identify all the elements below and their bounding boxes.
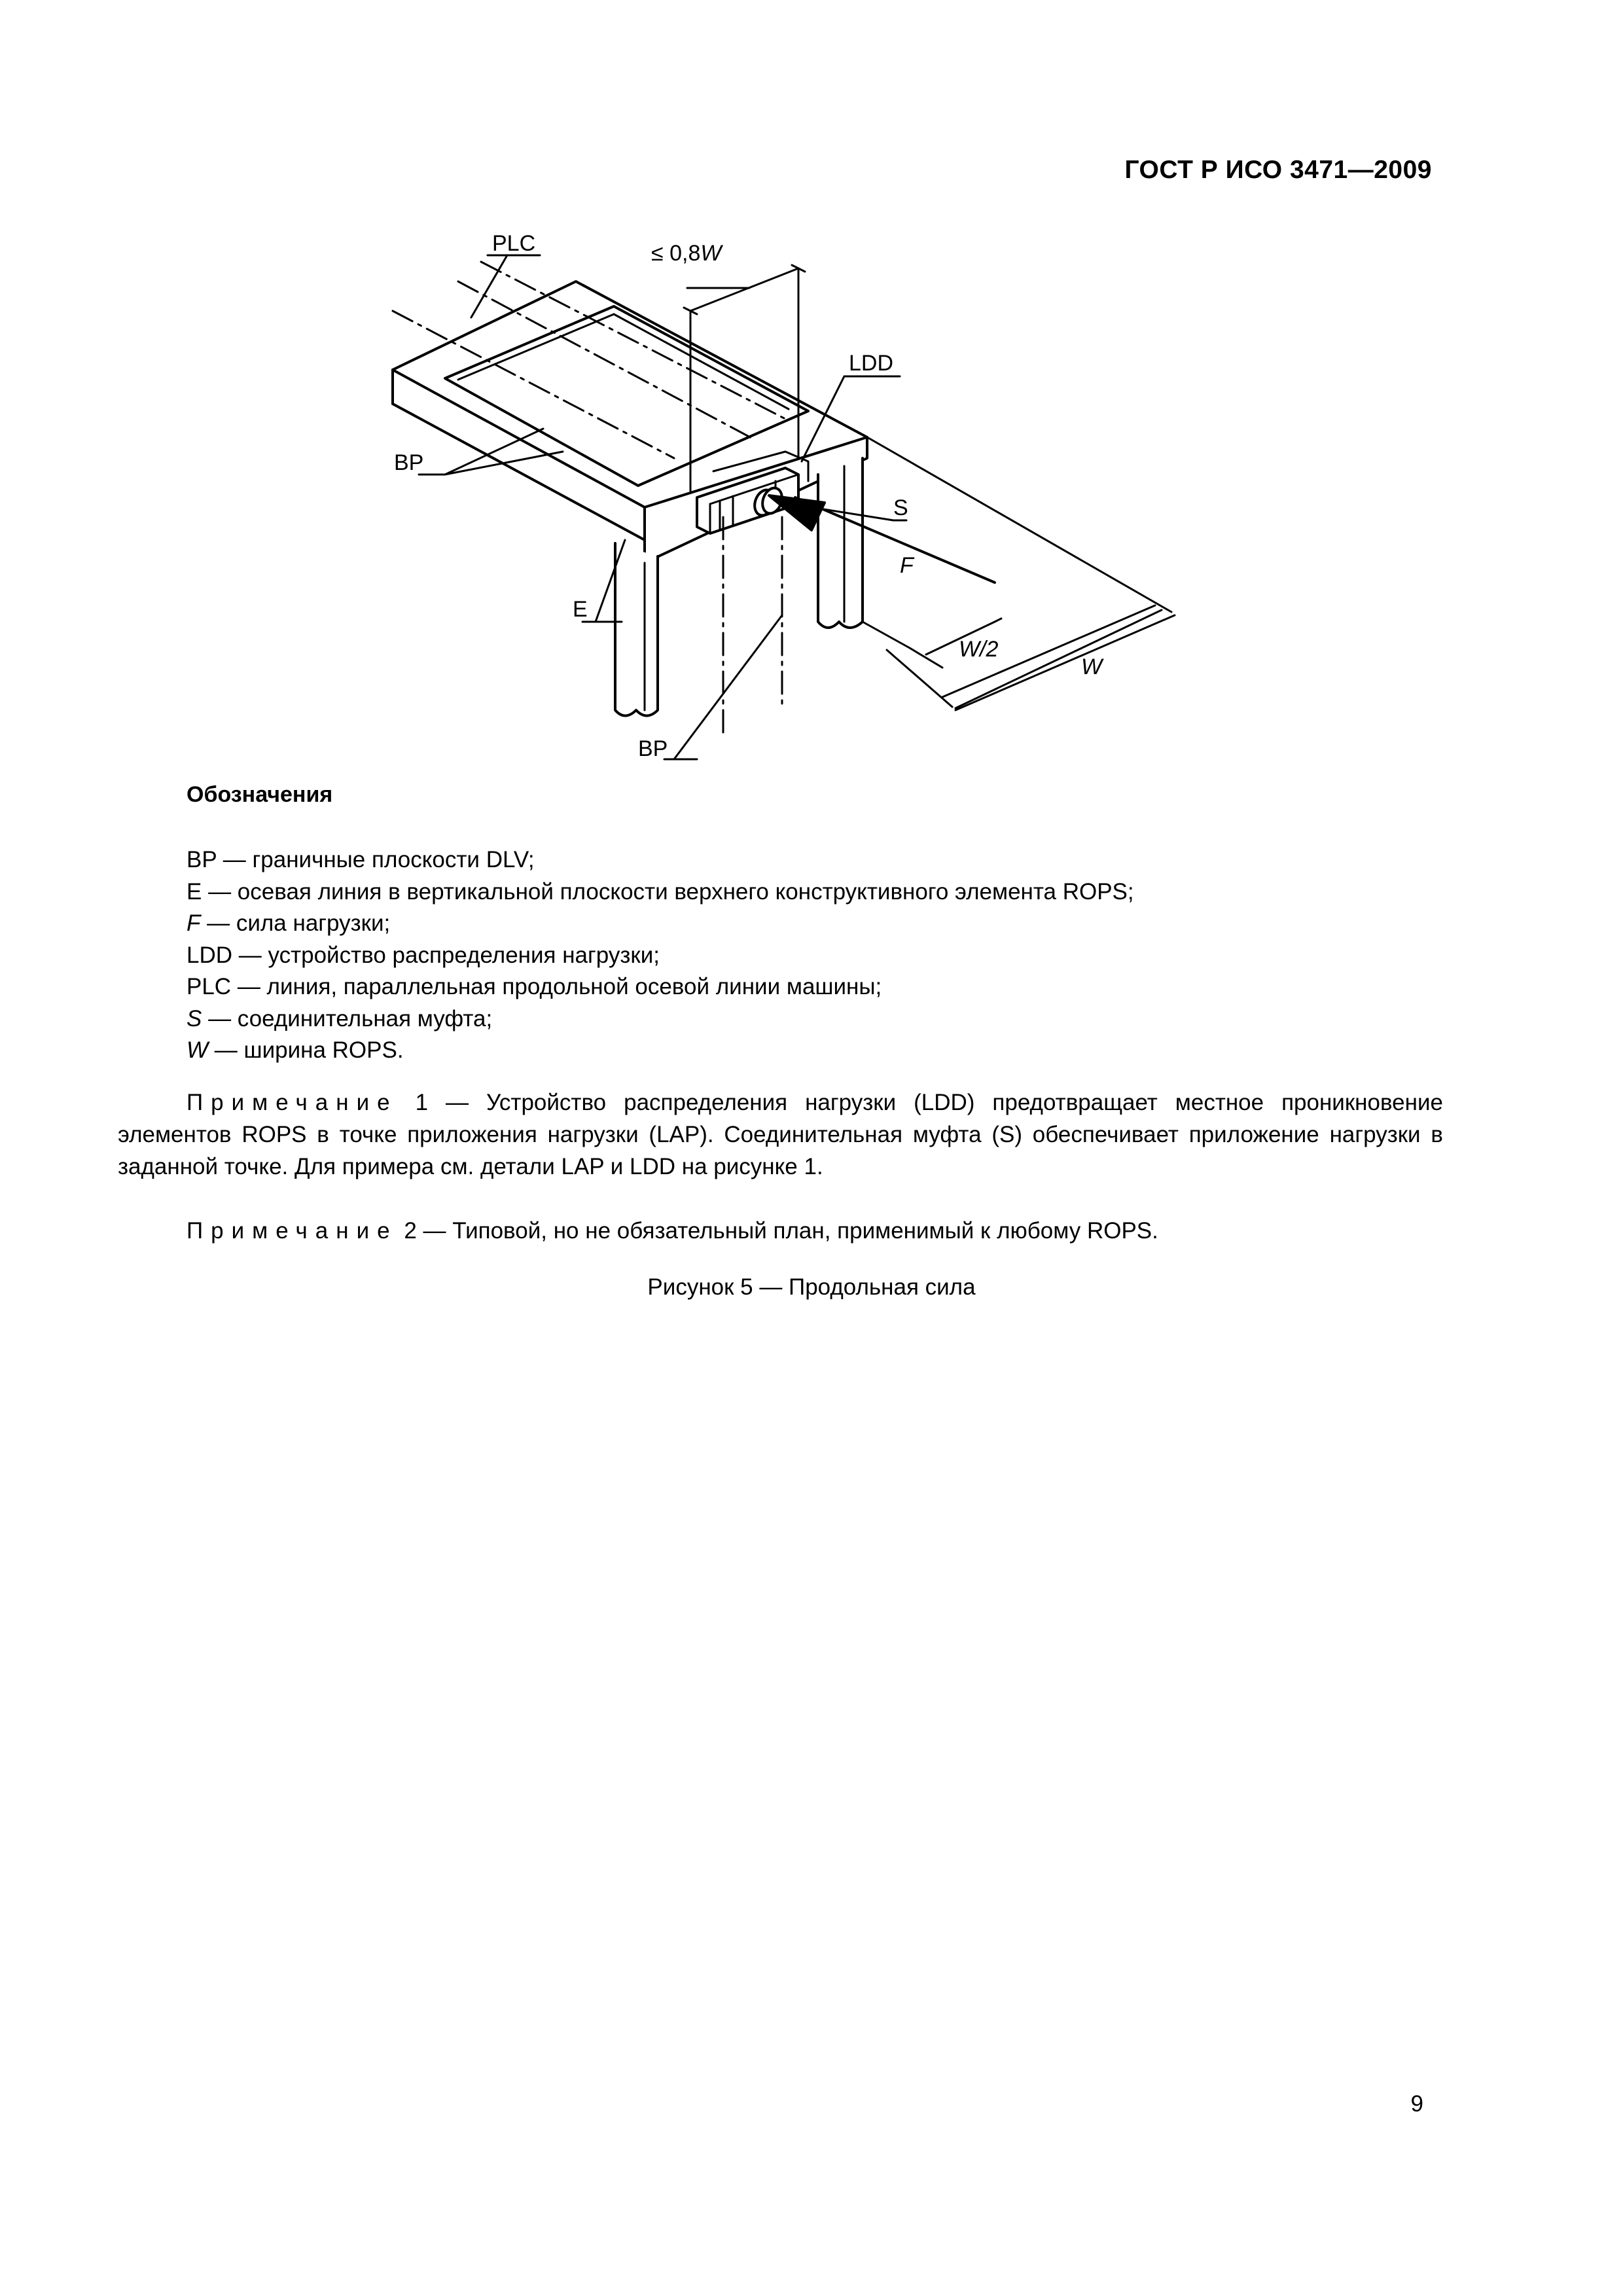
note-text: — Типовой, но не обязательный план, применимый к любому ROPS. [416, 1218, 1158, 1244]
svg-text:≤ 0,8W [651, 241, 723, 266]
note-label: Примечание [187, 1218, 398, 1244]
figure-caption: Рисунок 5 — Продольная сила [647, 1274, 976, 1300]
legend-text: — осевая линия в вертикальной плоскости верхнего конструктивного элемента ROPS; [202, 878, 1134, 905]
legend-title: Обозначения [187, 782, 333, 807]
label-plc: PLC [492, 231, 536, 256]
label-ldd: LDD [849, 351, 894, 376]
label-f: F [900, 553, 914, 578]
label-e: E [573, 597, 588, 622]
legend-item [187, 971, 1134, 1003]
legend-key: BP [187, 847, 217, 872]
legend-item [187, 1003, 1134, 1035]
legend-key: W [187, 1037, 209, 1063]
legend-key: LDD [187, 942, 233, 968]
note-label: Примечание [187, 1090, 398, 1115]
legend-text: — ширина ROPS. [208, 1037, 404, 1063]
rops-longitudinal-force-figure [0, 0, 1623, 785]
note-number: 2 [397, 1218, 417, 1244]
legend-key: F [187, 910, 201, 936]
legend-key: PLC [187, 974, 232, 999]
label-dim-var: W [700, 241, 722, 266]
label-dim-prefix: ≤ 0,8 [651, 241, 701, 266]
note-text: — Устройство распределения нагрузки (LDD) предотвращает местное проникновение элементов ROPS в точке приложения нагрузки (LAP). Соединительная муфта (S) обеспечивает приложение нагрузки в заданной точке. Для примера см. детали LAP и LDD на рисунке 1. [118, 1090, 1443, 1179]
legend-text: — граничные плоскости DLV; [217, 847, 535, 872]
legend-list [187, 844, 1134, 1067]
legend-text: — сила нагрузки; [200, 910, 391, 936]
legend-item [187, 940, 1134, 972]
legend-item [187, 844, 1134, 876]
label-w: W [1081, 655, 1103, 679]
label-w-half: W/2 [959, 637, 999, 662]
legend-item [187, 1035, 1134, 1067]
legend-text: — устройство распределения нагрузки; [232, 942, 660, 968]
note-1 [118, 1086, 1443, 1183]
legend-text: — соединительная муфта; [202, 1005, 493, 1031]
note-number: 1 [397, 1090, 429, 1115]
legend-text: — линия, параллельная продольной осевой линии машины; [231, 974, 882, 999]
label-s: S [893, 495, 908, 520]
note-2 [118, 1215, 1443, 1247]
force-arrow [769, 495, 995, 583]
legend-key: S [187, 1005, 202, 1031]
page-number: 9 [1410, 2091, 1423, 2117]
legend-key: E [187, 878, 202, 905]
roof-frame [393, 281, 867, 563]
legend-item [187, 908, 1134, 940]
legend-item [187, 876, 1134, 908]
label-bp-bottom: BP [638, 736, 668, 761]
document-header: ГОСТ Р ИСО 3471—2009 [1124, 156, 1432, 184]
label-bp-top: BP [394, 450, 424, 475]
